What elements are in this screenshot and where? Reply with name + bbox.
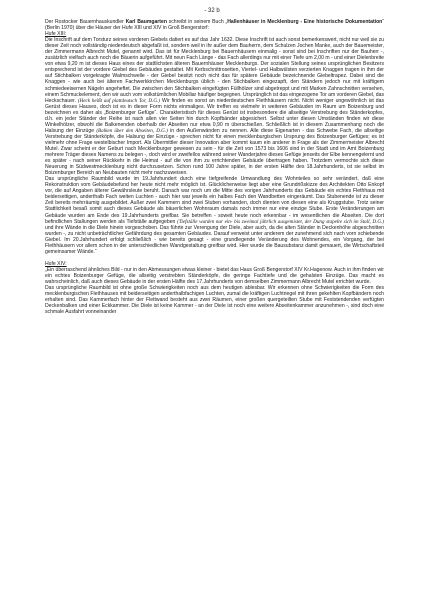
hufe-xiii-text-c: in den Außenwänden zu nennen. Alle diese Eigenarten - das Schwebe Fach, die allseitige Verstrebung der Ständerköpfe, die Halsung der Einzüge - sprechen nicht für einen mecklenburgischen Ursprung des Boizenburger Gefüges; es ist vielmehr ohne Frage westelbischer Import. Als Übermittler dieser Innovation aber kommt kaum ein anderer in Frage als der Zimmermeister Albrecht Mutel. Zwar scheint er der Geburt nach Mecklenburger gewesen zu sein - für die Zeit von 1573 bis 1606 sind in der Stadt und im Amt Boizenburg mehrere Träger dieses Namens zu belegen -, doch wird er zweifellos während seiner Wanderjahre dieses Gefüge jenseits der Elbe kennengelernt und es später - nach seiner Rückkehr in die Heimat - auf die von ihm zu errichtenden Gebäude übertragen haben. Trotzdem vermochte sich diese Neuerung in Südwestmecklenburg nicht durchzusetzen. Schon rund 100 Jahre später, in der ersten Hälfte des 18.Jahrhunderts, ist sie selbst im Boizenburger Bereich an Neubauten nicht mehr nachzuweisen. <box>45 127 384 177</box>
document-body <box>45 19 384 315</box>
intro-text-2: schreibt in seinem Buch „ <box>166 19 228 25</box>
author-name: Karl Baumgarten <box>125 19 167 25</box>
book-title: Hallenhäuser in Mecklenburg - Eine historische Dokumentation <box>227 19 383 25</box>
page-number: - 32 b <box>204 8 220 14</box>
handwritten-note-1: (Heck heißt auf plattdeutsch Tor, D.G.) <box>77 97 161 104</box>
hufe-xiii-paragraph-1 <box>45 37 384 176</box>
hufe-xiii-text-a: Die Inschrift auf dem Torsturz seines vorderen Giebels datiert es auf das Jahr 1632. Diese Inschrift ist auch sonst bemerkenswert, nicht nur weil sie zu dieser Zeit noch vollständig niederdeutsch abgefaßt ist, sondern weil in ihr außer dem Bauherrn, dem Schulzen Jochen Manke, auch der Bauemeister, der Zimmermann Albrecht Mutel, genannt wird. Das ist für Mecklenburg bei Bauernhäusern einmalig - sonst sind bei Inschriften nur der Bauherr -, zusätzlich vielfach auch noch die Bäuerin aufgeführt. Mit neun Fach Länge - das Fach allerdings nur mit einer Tiefe um 2,00 m - und einer Dielenbreite von etwa 9,20 m ist dieses Haus eines der stattlichsten älteren Bauernhäuser Mecklenburgs. Der sozialen Stellung seines ursprünglichen Besitzers entsprechend ist der vordere Giebel des Gebäudes gestaltet. Mit Kerbschnittrosetten, Viertel- und Halbwülsten verzierten Knaggen tragen in ihm der auf Stichbalken vorgekragte Walmschwelle - der Giebel besitzt noch nicht das für spätere Gebäude bezeichnende Giebeltrapez. Dabei sind die Knaggen - wie auch bei älteren Fachwerkkirchen Mecklenburgs üblich - den Stichbalken eingezapft, den Ständern jedoch nur mit kräftigem schmiedeeisernen Nägeln angeheftet. Die zwischen den Stichbalken eingefügten Füllhölzer sind abgetreppt und mit Marken Zahnschnitten versehen, einem Schmuckelement, den wir auch vom volkstümlichen Mobiliar häufiger begegnen. Ursprünglich ist das eingezogene Tor am vorderen Giebel, das Heckschauer. <box>45 37 384 104</box>
handwritten-note-2: (Balken über den Abseiten, D.G.) <box>96 127 168 134</box>
hufe-xiii-text-e: und ihre Wände in die Diele hinein vorgeschoben. Das führte zur Verengung der Diele, aber auch, da die alten Ständer in Deckenhöhe abgeschnitten wurden -, zu nicht unbeträchtlicher Gefährdung des gesamten Gebäudes. Darauf verweist unter anderem der zunehmend sich nach vorn schiebende Giebel. Im 20.Jahrhundert erfolgt schließlich - wie bereits gesagt - eine grundlegende Veränderung des Wohnendes, ein Vorgang, der bei Flethhäusern vor allem schon in der unterschiedlichen Wandgestaltung greifbar wird. Hier wurde die Bausubstanz damit gemauert, die Wirtschaftsteil gemeinsamer Wände.“ <box>45 224 384 255</box>
handwritten-note-3: (Tiefställe wurden nur ein- bis zweimal jährlich ausgemistet, der Dung stapelte sich im Stall, D.G.) <box>177 218 384 225</box>
intro-text-3: “ (Berlin 1970) über die Häuser der Hufe XIII und XIV in Groß Bengerstorf: <box>45 19 384 32</box>
hufe-xiii-paragraph-2 <box>45 176 384 255</box>
hufe-xiv-heading: Hufe XIV: <box>45 260 67 267</box>
hufe-xiii-text-d: Das ursprüngliche Raumbild wurde im 19.Jahrhundert durch eine tiefgreifende Umwandlung des Wohnteiles so sehr verändert, daß eine Rekonstruktion vom Gebäudebefund her heute nicht mehr möglich ist. Glücklicherweise liegt aber eine Grundrißskizze des Architekten Otto Enkopf vor, die auf Angaben älterer Gewährsleute beruht. Danach war noch um die Mitte des vorigen Jahrhunderts das Gebäude ein echtes Flethhaus mit beiderseitigen, anderthalb Fach weiten Luchten - auch hier war jeweils ein halbes Fach den Wandbetten eingeräumt. Das Stubenende ist zu dieser Zeit bereits mehrräumig ausgebildet. Außer zwei Kammern sind zwei Stuben vorhanden, doch dienten von diesen eine als Kruggstube. Trotz seiner Stattlichkeit besaß somit auch dieses Gebäude als bäuerlichen Wohnraum damals noch immer nur eine einzige Stube. Erste Veränderungen am Gebäude wurden am Ende des 19.Jahrhunderts greifbar. Sie betreffen - soweit heute noch erkennbar - im wesentlichen die Abseiten. Die dort befindlichen Stallungen werden als Tiefställe aufgegeben <box>45 176 384 225</box>
hufe-xiv-paragraph-2: Das ursprüngliche Raumbild ist ohne große Schwierigkeiten noch aus dem heutigen ablesbar. Wir erkennen ohne Schwierigkeiten die Form des mecklenburgischen Flethhauses mit beiderseitigen anderthalbfachigen Luchten, zumal die kräftigen Luchtriegel mit ihren gekehlten Kopfbändern noch erhalten sind. Das Kammerfach hinter der Flettwand besteht aus zwei Räumen, einer großen quergeteilten Stube mit Feststendenden verfügten Deckenbalken und einer Eckkammer. Die Diele ist keine Kammer - an der Diele ist noch eine weitere Abseitenkammer anzunehmen -, sind doch eine schmale Ausfahrt vonneinander <box>45 285 384 316</box>
intro-paragraph <box>45 19 384 31</box>
hufe-xiii-text-b: Wir finden es sonst an niederdeutschen Flethhäusern nicht. Nicht weniger ungewöhnlich ist das Gerüst dieses Hauses, doch ist es in dieser Form nichts einmaliges. Wir treffen es vielmehr in weiteren Gebäuden im Raum um Boizenburg und bezeichnen es daher als „Boizenburger Gefüge“. Charakteristisch für dieses Gerüst ist insbesondere die allseitige Verstrebung des Ständerkopfes, d.h. ein jeder Ständer der Reihe ist nach allen vier Seiten hin durch Kopfbänder abgesichert. Selbst unter diesen Umständen finden wir diese Winkelhölzer, obwohl die Balkenenden oberhalb der Abseiten nur etwa 0,90 m überschießen. Schließlich ist in diesem Zusammenhang noch die Halsung der Einzüge <box>45 97 384 134</box>
intro-text-1: Der Rostocker Bauernhauskundler <box>45 19 126 25</box>
hufe-xiv-paragraph-1: „Ein überraschend ähnliches Bild - nur in den Abmessungen etwas kleiner - bietet das Haus Groß Bengerstorf XIV Kr.Hagenow. Auch in ihm finden wir ein echtes Boizenburger Gefüge, die allseitig verstrebten Ständerköpfe, die geringe Fachtiefe und die gehalsten Einzüge. Das macht es wahrscheinlich, daß auch dieses Gebäude in der ersten Hälfte des 17.Jahrhunderts von demselben Zimmermann Albrecht Mutel errichtet wurde. <box>45 266 384 285</box>
hufe-xiii-heading: Hufe XIII: <box>45 31 67 38</box>
